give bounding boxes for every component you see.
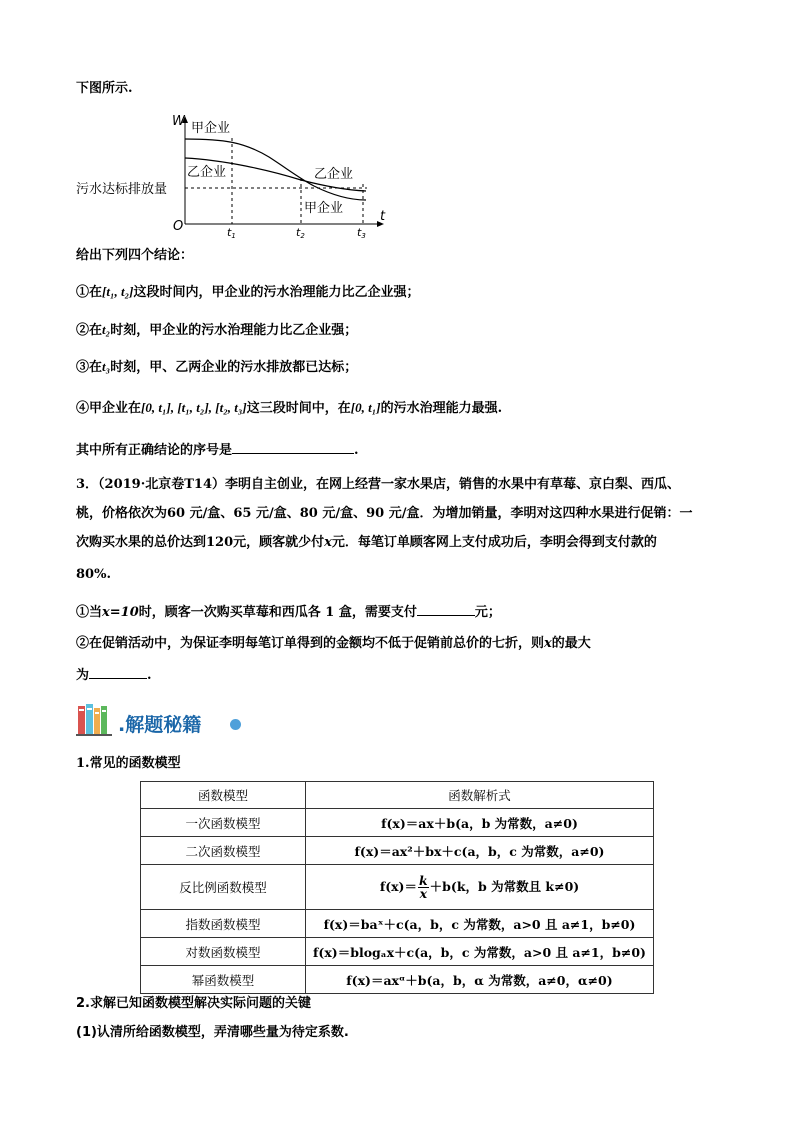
text: 在 bbox=[89, 360, 103, 375]
table-row bbox=[141, 837, 654, 865]
model-formula: f(x)＝ax²＋bx＋c(a，b，c 为常数，a≠0) bbox=[306, 837, 654, 865]
answer-prompt bbox=[76, 440, 359, 460]
books-icon bbox=[76, 702, 118, 736]
standard-line-label: 污水达标排放量 bbox=[76, 182, 168, 197]
interval: [t₁, t₂] bbox=[102, 284, 134, 299]
marker: ④ bbox=[76, 401, 90, 416]
section1-title: 1.常见的函数模型 bbox=[76, 756, 181, 771]
model-name: 指数函数模型 bbox=[141, 910, 306, 938]
model-formula: f(x)＝blogₐx＋c(a，b，c 为常数，a>0 且 a≠1，b≠0) bbox=[306, 938, 654, 966]
denominator: x bbox=[419, 885, 428, 901]
q3-source: （2019·北京卷T14） bbox=[98, 477, 226, 492]
table-row bbox=[141, 910, 654, 938]
intervals: [0, t₁], [t₁, t₂], [t₂, t₃] bbox=[141, 400, 247, 415]
heading-dot bbox=[230, 719, 241, 730]
text: 时刻，甲、乙两企业的污水排放都已达标； bbox=[110, 360, 358, 375]
table-row bbox=[141, 938, 654, 966]
text: 这段时间内，甲企业的污水治理能力比乙企业强； bbox=[133, 285, 420, 300]
marker: ① bbox=[76, 285, 90, 300]
jia-bottom-label: 甲企业 bbox=[304, 201, 344, 216]
heading-text bbox=[118, 710, 201, 737]
table-header-cell: 函数模型 bbox=[141, 782, 306, 809]
conclusion-2 bbox=[76, 321, 357, 340]
var: t₃ bbox=[102, 359, 111, 374]
model-name: 幂函数模型 bbox=[141, 966, 306, 994]
q3-line1 bbox=[76, 476, 680, 494]
fraction bbox=[418, 872, 429, 901]
q3-sub2 bbox=[76, 635, 591, 653]
text: 的最大 bbox=[551, 636, 591, 651]
interval: [0, t₁] bbox=[350, 400, 381, 415]
conclusions-intro: 给出下列四个结论： bbox=[76, 248, 194, 263]
prompt-text: 其中所有正确结论的序号是 bbox=[76, 443, 233, 458]
model-name: 反比例函数模型 bbox=[141, 865, 306, 910]
numerator: k bbox=[418, 872, 428, 888]
text: 在 bbox=[89, 285, 103, 300]
q3-sub1 bbox=[76, 602, 501, 622]
q3-line2: 桃，价格依次为60 元/盒、65 元/盒、80 元/盒、90 元/盒．为增加销量，李明对这四种水果进行促销：一 bbox=[76, 506, 693, 521]
text: 的污水治理能力最强. bbox=[380, 401, 503, 416]
model-formula bbox=[306, 865, 654, 910]
model-name: 对数函数模型 bbox=[141, 938, 306, 966]
origin-label: O bbox=[173, 219, 184, 234]
table-row bbox=[141, 809, 654, 837]
function-models-table bbox=[140, 781, 654, 994]
q3-line3 bbox=[76, 534, 657, 552]
marker: ② bbox=[76, 323, 90, 338]
formula-rest: b(k，b 为常数且 k≠0) bbox=[442, 878, 580, 894]
formula-prefix: f(x)＝ bbox=[379, 878, 417, 894]
q3-line4: 80%. bbox=[76, 567, 111, 582]
text: 元．每笔订单顾客网上支付成功后，李明会得到支付款的 bbox=[331, 535, 657, 550]
yi-right-label: 乙企业 bbox=[314, 167, 354, 182]
text: 次购买水果的总价达到120元，顾客就少付 bbox=[76, 535, 325, 550]
table-row bbox=[141, 966, 654, 994]
q3-sub2-line2 bbox=[76, 665, 152, 685]
text: 为 bbox=[76, 668, 90, 683]
table-header-cell: 函数解析式 bbox=[306, 782, 654, 809]
section2-title: 2.求解已知函数模型解决实际问题的关键 bbox=[76, 996, 311, 1011]
conclusion-1 bbox=[76, 283, 420, 302]
table-row bbox=[141, 865, 654, 910]
marker: ③ bbox=[76, 360, 90, 375]
pollution-graph bbox=[74, 112, 386, 240]
text: 元； bbox=[474, 605, 501, 620]
text: 时刻，甲企业的污水治理能力比乙企业强； bbox=[110, 323, 358, 338]
period: . bbox=[147, 668, 152, 683]
condition: x=10 bbox=[102, 605, 139, 620]
table-header-row bbox=[141, 782, 654, 809]
y-axis-label: W bbox=[172, 114, 185, 129]
q3-number: 3． bbox=[76, 477, 99, 492]
answer-blank[interactable] bbox=[232, 440, 354, 454]
jia-top-label: 甲企业 bbox=[191, 121, 231, 136]
text: 这三段时间中，在 bbox=[246, 401, 351, 416]
heading-title: 解题秘籍 bbox=[125, 714, 202, 736]
t1-label: t1 bbox=[227, 226, 236, 240]
text: 在 bbox=[89, 323, 103, 338]
text: ②在促销活动中，为保证李明每笔订单得到的金额均不低于促销前总价的七折，则 bbox=[76, 636, 545, 651]
text: 时，顾客一次购买草莓和西瓜各 1 盒，需要支付 bbox=[138, 605, 417, 620]
model-formula: f(x)＝baˣ＋c(a，b，c 为常数，a>0 且 a≠1，b≠0) bbox=[306, 910, 654, 938]
heading-prefix: . bbox=[118, 714, 126, 736]
model-name: 一次函数模型 bbox=[141, 809, 306, 837]
plus: ＋ bbox=[429, 878, 443, 894]
section2-item1: (1)认清所给函数模型，弄清哪些量为待定系数. bbox=[76, 1025, 349, 1040]
intro-text: 下图所示. bbox=[76, 81, 133, 96]
conclusion-3 bbox=[76, 358, 357, 377]
text: 甲企业在 bbox=[89, 401, 142, 416]
var: t₂ bbox=[102, 322, 111, 337]
period: . bbox=[354, 443, 359, 458]
model-formula: f(x)＝axᵅ＋b(a，b，α 为常数，a≠0，α≠0) bbox=[306, 966, 654, 994]
model-name: 二次函数模型 bbox=[141, 837, 306, 865]
t3-label: t3 bbox=[357, 226, 366, 240]
var: x bbox=[324, 535, 332, 550]
q3-text: 李明自主创业，在网上经营一家水果店，销售的水果中有草莓、京白梨、西瓜、 bbox=[225, 477, 681, 492]
text: ①当 bbox=[76, 605, 103, 620]
sub2-blank[interactable] bbox=[89, 665, 147, 679]
conclusion-4 bbox=[76, 399, 502, 418]
yi-left-label: 乙企业 bbox=[187, 165, 227, 180]
x-axis-label: t bbox=[380, 209, 386, 224]
var: x bbox=[544, 636, 552, 651]
sub1-blank[interactable] bbox=[417, 602, 475, 616]
t2-label: t2 bbox=[296, 226, 305, 240]
model-formula: f(x)＝ax＋b(a，b 为常数，a≠0) bbox=[306, 809, 654, 837]
